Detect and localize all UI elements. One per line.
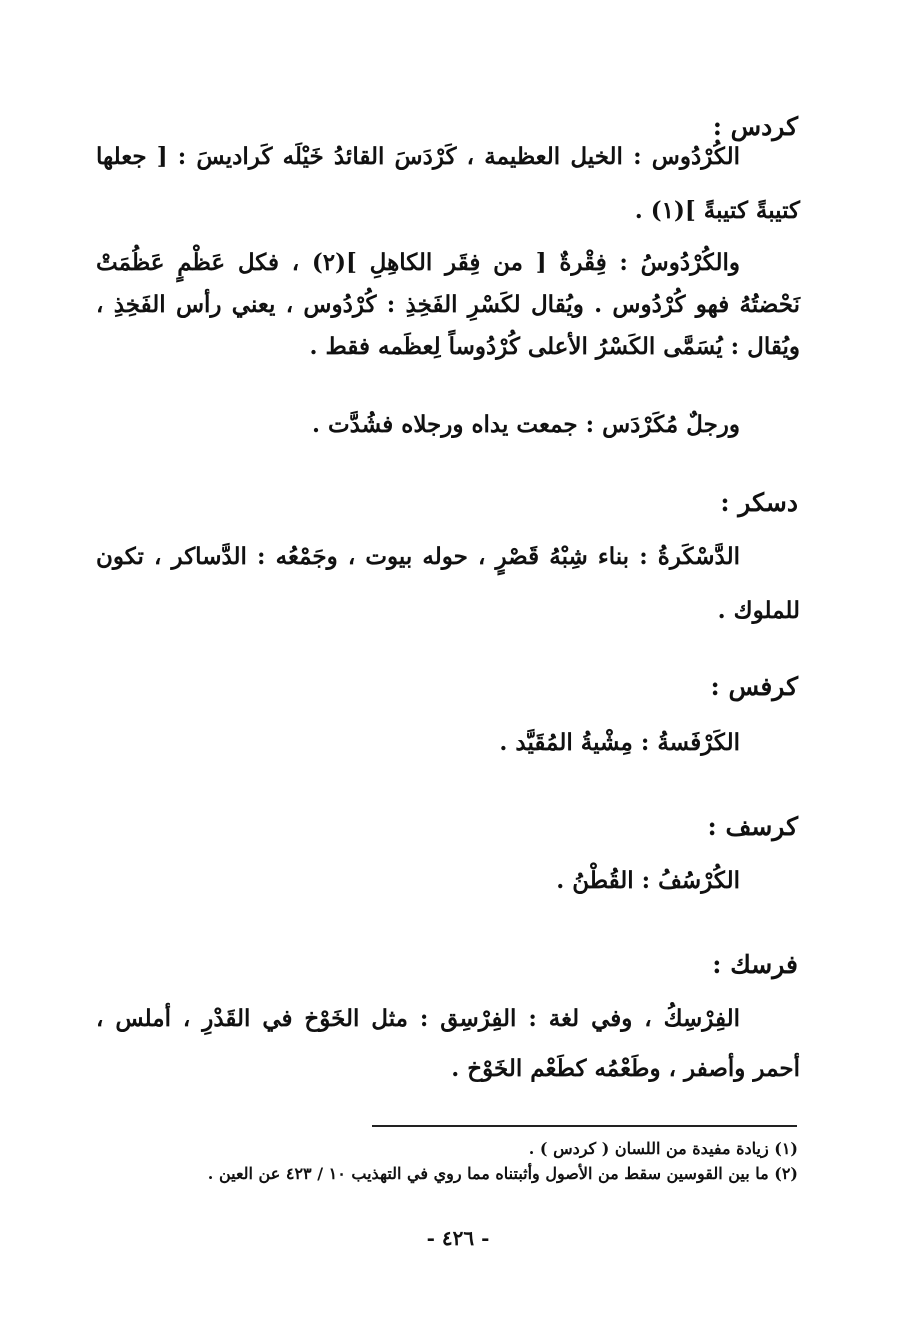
- entry-paragraph: الفِرْسِكُ ، وفي لغة : الفِرْسِق : مثل الخَوْخ في القَدْرِ ، أملس ، أحمر وأصفر ، وطَعْمُه كطَعْم الخَوْخ .: [96, 1005, 800, 1082]
- footnote-1: (١) زيادة مفيدة من اللسان ( كردس ) .: [528, 1139, 798, 1158]
- entry-heading-kursuf: كرسف :: [707, 812, 798, 841]
- entry-paragraph: الدَّسْكَرةُ : بناء شِبْهُ قَصْرٍ ، حوله بيوت ، وجَمْعُه : الدَّساكر ، تكون للملوك .: [96, 543, 800, 624]
- entry-paragraph: الكُرْسُفُ : القُطْنُ .: [556, 867, 740, 894]
- entry-heading-karfas: كرفس :: [710, 672, 798, 701]
- footnote-divider: [372, 1125, 797, 1127]
- entry-heading-kurdus: كردس :: [712, 112, 798, 141]
- entry-paragraph: الكُرْدُوس : الخيل العظيمة ، كَرْدَسَ القائدُ خَيْلَه كَراديسَ : [ جعلها كتيبةً كتيبةً ](١) .: [96, 143, 800, 224]
- page-number: - ٤٢٦ -: [426, 1226, 490, 1250]
- entry-heading-firsik: فرسك :: [712, 950, 798, 979]
- footnote-2: (٢) ما بين القوسين سقط من الأصول وأثبتناه مما روي في التهذيب ١٠ / ٤٢٣ عن العين .: [207, 1164, 798, 1183]
- entry-heading-daskar: دسكر :: [720, 488, 798, 517]
- entry-paragraph: ورجلٌ مُكَرْدَس : جمعت يداه ورجلاه فشُدَّت .: [312, 411, 740, 438]
- entry-paragraph: الكَرْفَسةُ : مِشْيةُ المُقَيَّد .: [499, 729, 740, 756]
- entry-paragraph: والكُرْدُوسُ : فِقْرةٌ [ من فِقَر الكاهِلِ ](٢) ، فكل عَظْمٍ عَظُمَتْ نَحْضتُهُ فهو كُرْدُوس . ويُقال لكَسْرِ الفَخِذِ : كُرْدُوس ، يعني رأس الفَخِذِ ، ويُقال : يُسَمَّى الكَسْرُ الأعلى كُرْدُوساً لِعظَمه فقط .: [96, 249, 800, 360]
